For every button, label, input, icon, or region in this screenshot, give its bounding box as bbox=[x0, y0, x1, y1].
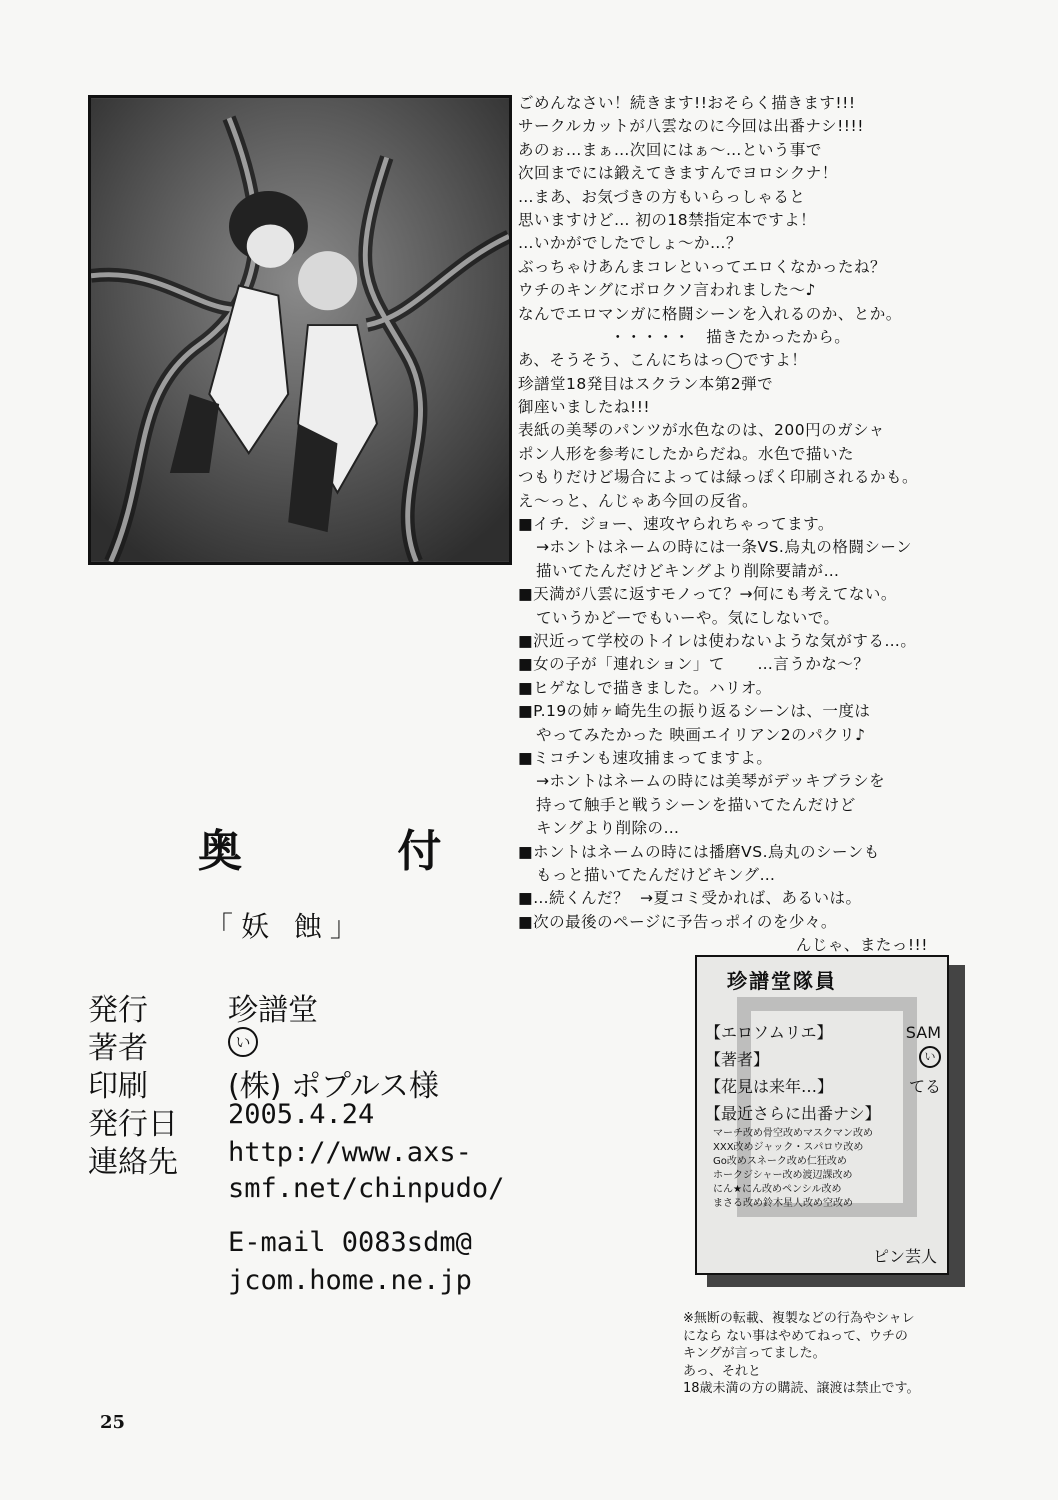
contact-url-continued[interactable]: smf.net/chinpudo/ bbox=[228, 1173, 505, 1204]
member-name: い bbox=[919, 1046, 941, 1068]
note-line: →ホントはネームの時には美琴がデッキブラシを bbox=[536, 772, 886, 791]
member-role: 【花見は来年…】 bbox=[705, 1077, 834, 1096]
note-line: ごめんなさい！続きます!!おそらく描きます!!! bbox=[518, 94, 856, 112]
email-line-2[interactable]: jcom.home.ne.jp bbox=[228, 1265, 472, 1296]
note-line: サークルカットが八雲なのに今回は出番ナシ!!!! bbox=[518, 117, 864, 136]
book-title: 「妖 蝕」 bbox=[205, 910, 366, 943]
note-line: 描いてたんだけどキングより削除要請が… bbox=[536, 561, 840, 580]
printer-label: 印刷 bbox=[88, 1069, 148, 1104]
note-line: やってみたかった 映画エイリアン2のパクリ♪ bbox=[536, 725, 866, 744]
note-line: ■次の最後のページに予告っポイのを少々。 bbox=[518, 912, 837, 931]
publisher-value: 珍譜堂 bbox=[228, 993, 318, 1028]
note-line: 次回までには鍛えてきますんでヨロシクナ！ bbox=[518, 164, 838, 183]
member-item bbox=[705, 1019, 941, 1046]
note-line: ■沢近って学校のトイレは使わないような気がする…。 bbox=[518, 631, 917, 650]
note-line: ■ホントはネームの時には播磨VS.烏丸のシーンも bbox=[518, 842, 880, 861]
note-line: ■ヒゲなしで描きました。ハリオ。 bbox=[518, 678, 772, 697]
member-name: SAM bbox=[905, 1023, 941, 1042]
member-item bbox=[705, 1100, 941, 1127]
note-line: …まあ、お気づきの方もいらっしゃると bbox=[518, 187, 806, 206]
note-line: ・・・・・ 描きたかったから。 bbox=[610, 327, 851, 346]
note-line: つもりだけど場合によっては緑っぽく印刷されるかも。 bbox=[518, 468, 919, 487]
note-line: 持って触手と戦うシーンを描いてたんだけど bbox=[536, 795, 856, 814]
disclaimer-line: あっ、それと bbox=[683, 1363, 761, 1379]
issue-date-label: 発行日 bbox=[88, 1107, 178, 1142]
member-list bbox=[705, 1019, 941, 1211]
disclaimer bbox=[683, 1310, 920, 1398]
contact-label: 連絡先 bbox=[88, 1145, 178, 1180]
contact-url-link[interactable]: http://www.axs- bbox=[228, 1137, 472, 1168]
note-line: キングより削除の… bbox=[536, 819, 680, 838]
disclaimer-line: キングが言ってました。 bbox=[683, 1346, 826, 1361]
illustration-art bbox=[91, 98, 509, 562]
cover-illustration bbox=[88, 95, 512, 565]
author-value bbox=[228, 1023, 258, 1058]
note-line: ウチのキングにボロクソ言われました〜♪ bbox=[518, 281, 816, 300]
member-role: 【著者】 bbox=[705, 1050, 770, 1069]
note-line: あ、そうそう、こんにちはっ◯ですよ！ bbox=[518, 351, 808, 370]
note-line: ていうかどーでもいーや。気にしないで。 bbox=[536, 608, 840, 627]
member-alias-line: XXX改めジャック・スパロウ改め bbox=[713, 1142, 864, 1153]
publisher-label: 発行 bbox=[88, 993, 148, 1028]
member-name: てる bbox=[908, 1077, 941, 1096]
author-circle-mark: い bbox=[228, 1027, 258, 1057]
note-line: 思いますけど… 初の18禁指定本ですよ！ bbox=[518, 210, 817, 229]
disclaimer-line: 18歳未満の方の購読、譲渡は禁止です。 bbox=[683, 1381, 920, 1396]
note-line: あのぉ…まぁ…次回にはぁ〜…という事で bbox=[518, 140, 822, 159]
member-alias-line: ホークジシャー改め渡辺課改め bbox=[713, 1170, 853, 1181]
email-line-1[interactable]: E-mail 0083sdm@ bbox=[228, 1227, 472, 1258]
note-line: ポン人形を参考にしたからだね。水色で描いた bbox=[518, 444, 855, 463]
note-line: んじゃ、またっ!!! bbox=[795, 936, 928, 955]
note-line: 珍譜堂18発目はスクラン本第2弾で bbox=[518, 374, 774, 393]
note-line: 表紙の美琴のパンツが水色なのは、200円のガシャ bbox=[518, 421, 885, 440]
colophon-heading: 奥 付 bbox=[198, 826, 512, 877]
note-line: え〜っと、んじゃあ今回の反省。 bbox=[518, 491, 759, 510]
member-alias-line: Go改めスネーク改め仁狂改め bbox=[713, 1156, 847, 1167]
note-line: ■女の子が「連れション」て …言うかな〜？ bbox=[518, 655, 870, 674]
note-line: ■P.19の姉ヶ崎先生の振り返るシーンは、一度は bbox=[518, 702, 871, 721]
note-line: …いかがでしたでしょ〜か…？ bbox=[518, 234, 743, 253]
issue-date-value: 2005.4.24 bbox=[228, 1099, 375, 1130]
note-line: ■…続くんだ？ →夏コミ受かれば、あるいは。 bbox=[518, 889, 862, 908]
printer-value: (株) ポプルス様 bbox=[228, 1069, 439, 1104]
page-number: 25 bbox=[100, 1412, 126, 1433]
disclaimer-line: ※無断の転載、複製などの行為やシャレ bbox=[683, 1311, 915, 1326]
note-line: ■天満が八雲に返すモノって？→何にも考えてない。 bbox=[518, 585, 897, 604]
member-role: 【最近さらに出番ナシ】 bbox=[705, 1104, 881, 1123]
note-line: →ホントはネームの時には一条VS.烏丸の格闘シーン bbox=[536, 538, 913, 557]
note-line: 御座いましたね!!! bbox=[518, 398, 651, 417]
member-alias-line: まさる改め鈴木星人改め空改め bbox=[713, 1198, 853, 1209]
member-roster-title: 珍譜堂隊員 bbox=[727, 969, 837, 993]
member-role: 【エロソムリエ】 bbox=[705, 1023, 833, 1042]
note-line: なんでエロマンガに格闘シーンを入れるのか、とか。 bbox=[518, 304, 902, 323]
member-roster-footer: ピン芸人 bbox=[872, 1247, 937, 1266]
note-line: もっと描いてたんだけどキング… bbox=[536, 865, 776, 884]
member-alias-line: マーチ改め骨空改めマスクマン改め bbox=[713, 1128, 873, 1139]
member-alias-line: にん★にん改めペンシル改め bbox=[713, 1184, 842, 1195]
member-item bbox=[705, 1073, 941, 1100]
author-label: 著者 bbox=[88, 1031, 148, 1066]
member-item bbox=[705, 1046, 941, 1073]
note-line: ■イチ．ジョー、速攻ヤられちゃってます。 bbox=[518, 515, 834, 534]
note-line: ■ミコチンも速攻捕まってますよ。 bbox=[518, 748, 773, 767]
disclaimer-line: になら ない事はやめてねって、ウチの bbox=[683, 1328, 908, 1344]
afterword-notes bbox=[518, 92, 998, 981]
member-roster bbox=[695, 955, 949, 1275]
note-line: ぶっちゃけあんまコレといってエロくなかったね？ bbox=[518, 257, 887, 276]
